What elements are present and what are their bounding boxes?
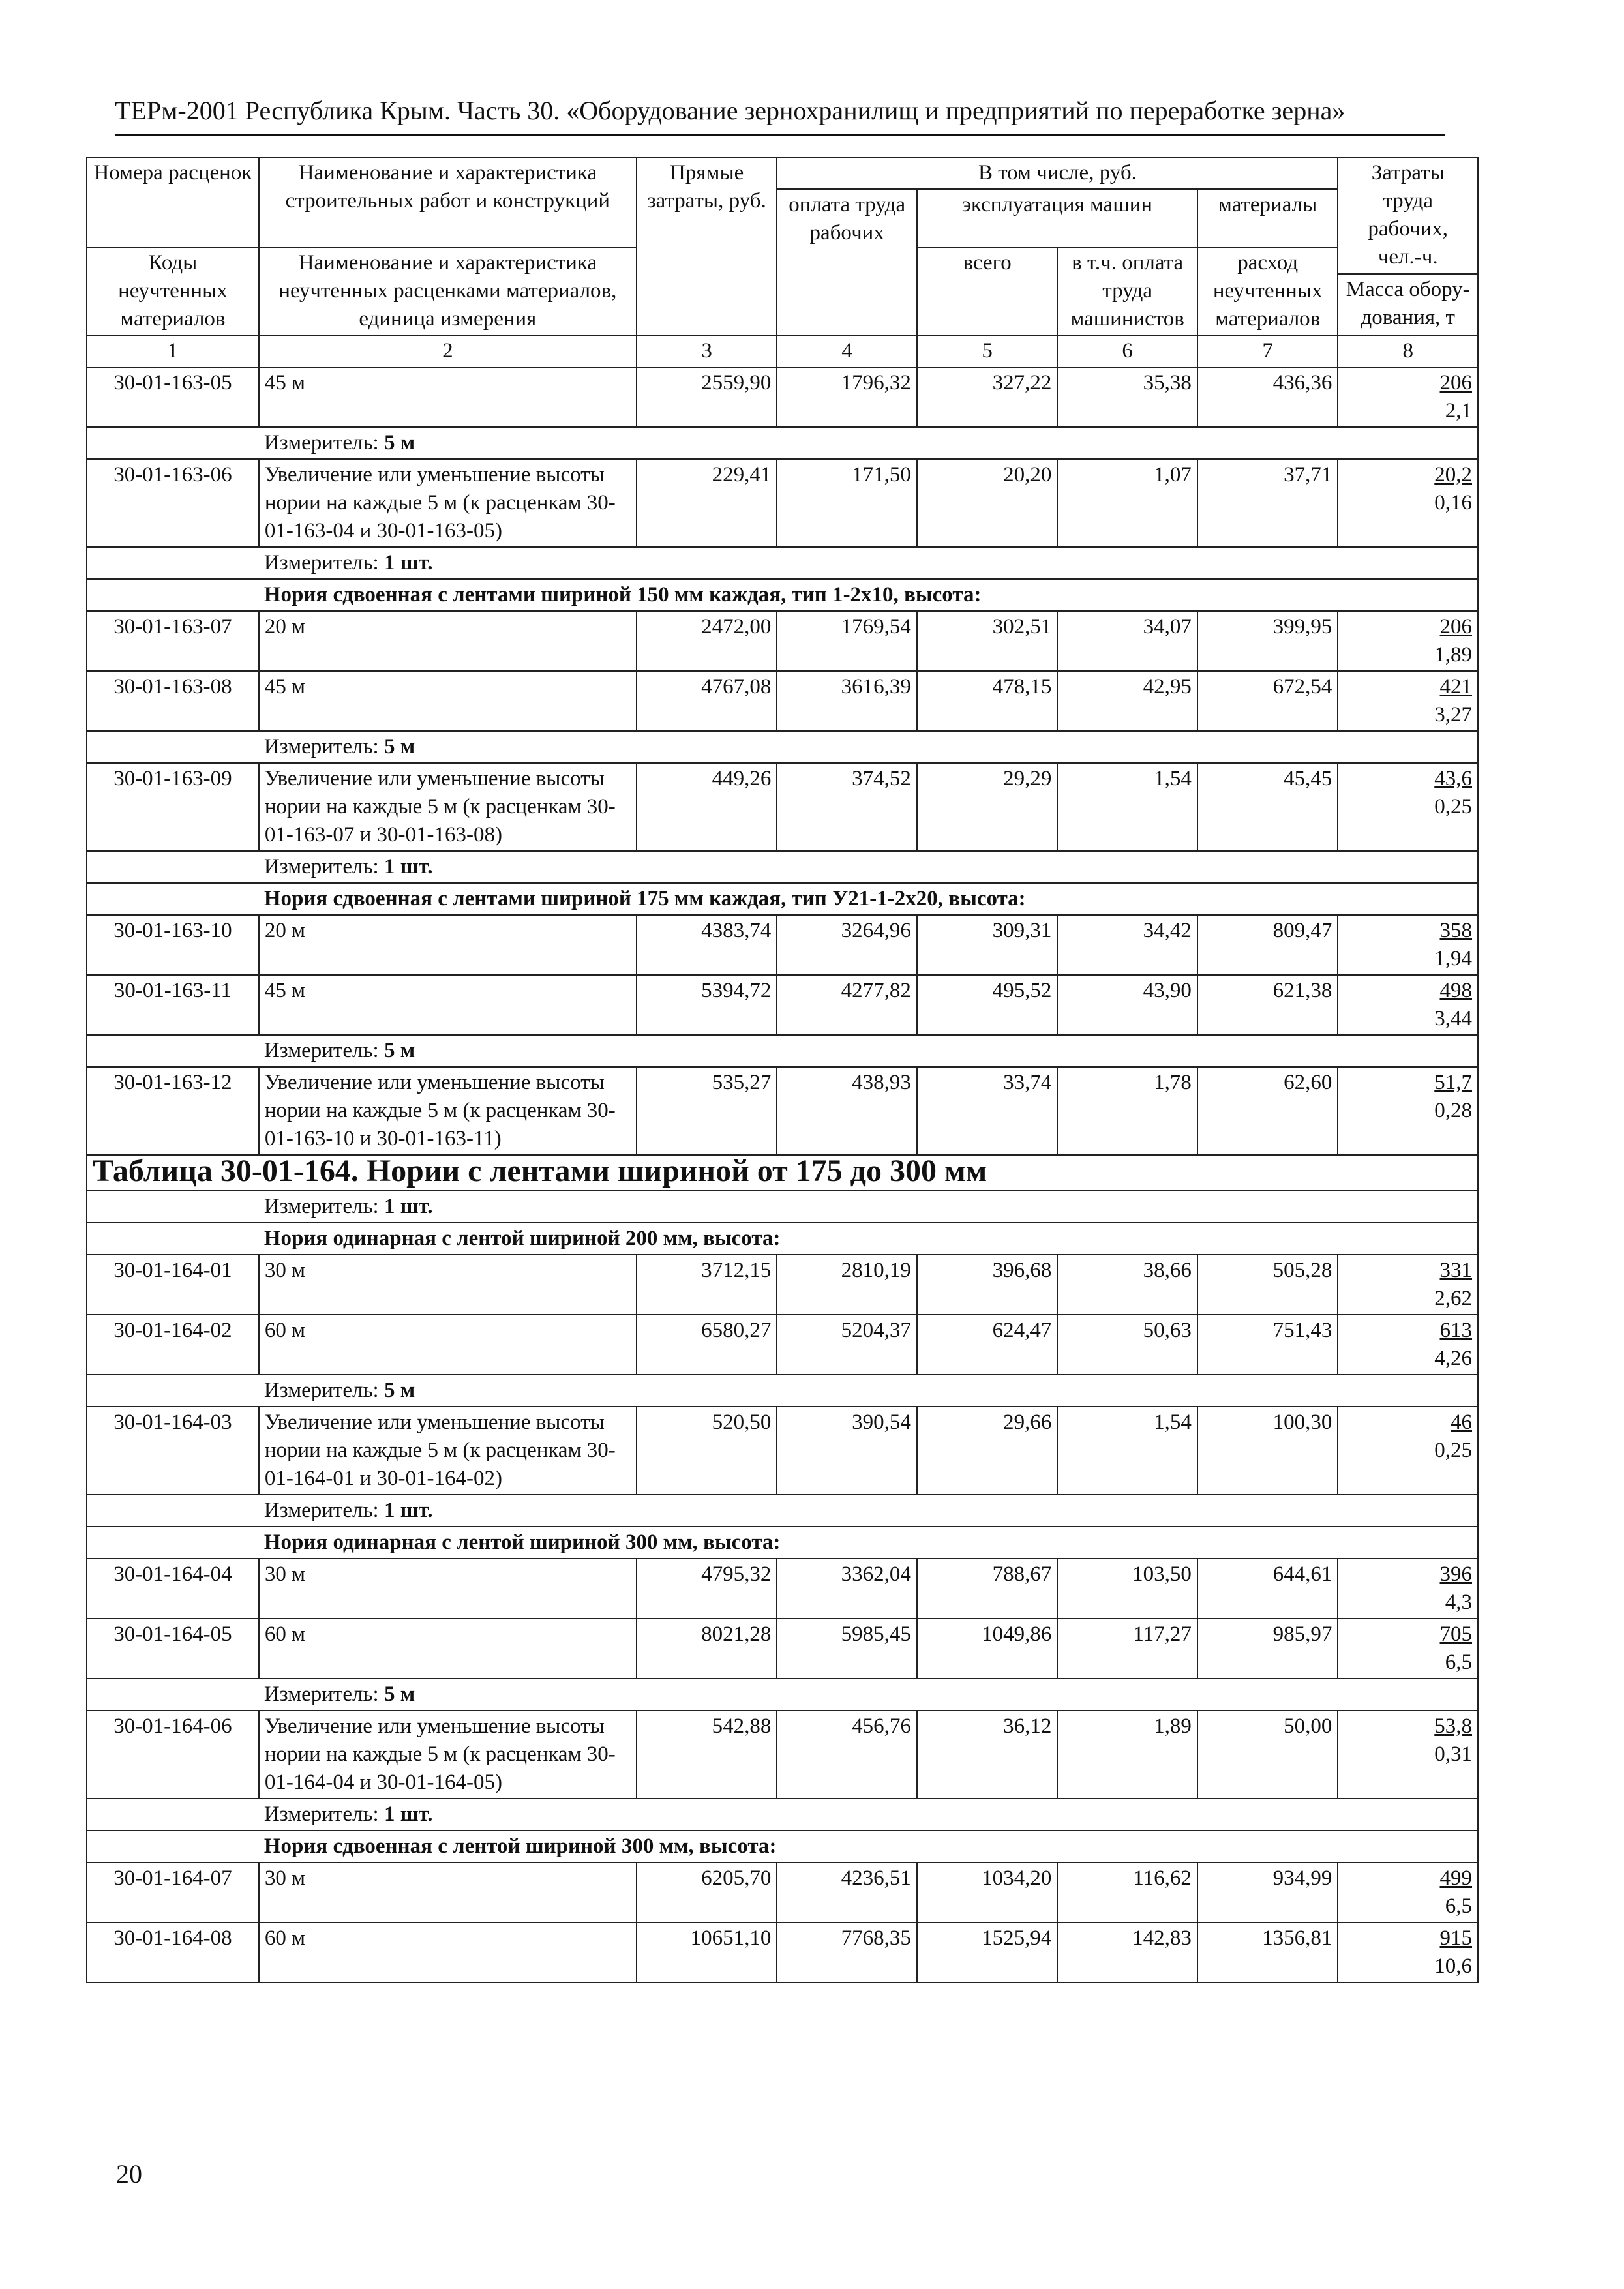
unit-label	[259, 1375, 1478, 1407]
unit-label	[259, 731, 1478, 763]
materials-cost: 751,43	[1197, 1315, 1338, 1375]
unit-caption: Измеритель:	[263, 1499, 384, 1522]
table-row	[87, 915, 1478, 975]
direct-costs: 4795,32	[637, 1559, 777, 1619]
machines-total: 1525,94	[917, 1922, 1058, 1982]
machines-total: 29,29	[917, 763, 1058, 851]
unit-spacer	[87, 1191, 259, 1223]
machinist-pay: 43,90	[1057, 975, 1197, 1035]
work-name: 20 м	[259, 611, 637, 671]
unit-value: 1 шт.	[383, 855, 433, 878]
machines-total: 302,51	[917, 611, 1058, 671]
group-heading-row	[87, 1831, 1478, 1863]
materials-cost: 436,36	[1197, 367, 1338, 427]
machinist-pay: 34,42	[1057, 915, 1197, 975]
page-number: 20	[116, 2159, 142, 2189]
col-index: 5	[917, 335, 1058, 367]
group-heading: Нория сдвоенная с лентой шириной 300 мм, высота:	[259, 1831, 1478, 1863]
machinist-pay: 35,38	[1057, 367, 1197, 427]
col-header-machines: эксплуатация машин	[917, 189, 1197, 247]
table-title: Таблица 30-01-164. Нории с лентами шириной от 175 до 300 мм	[93, 1154, 987, 1188]
table-row	[87, 459, 1478, 547]
unit-spacer	[87, 547, 259, 579]
worker-pay: 374,52	[777, 763, 917, 851]
table-row	[87, 367, 1478, 427]
col-header-including: В том числе, руб.	[777, 157, 1338, 189]
col-header-direct-costs: Прямые затраты, руб.	[637, 157, 777, 335]
equipment-mass: 4,26	[1434, 1347, 1472, 1370]
work-name: 60 м	[259, 1619, 637, 1679]
equipment-mass: 2,62	[1434, 1287, 1472, 1310]
machines-total: 36,12	[917, 1711, 1058, 1799]
group-heading: Нория одинарная с лентой шириной 200 мм, высота:	[259, 1223, 1478, 1255]
unit-value: 5 м	[383, 1039, 415, 1062]
worker-pay: 2810,19	[777, 1255, 917, 1315]
group-heading-row	[87, 579, 1478, 611]
work-name: Увеличение или уменьшение высоты нории на каждые 5 м (к расценкам 30-01-163-07 и 30-01-163-08)	[259, 763, 637, 851]
group-heading: Нория сдвоенная с лентами шириной 175 мм каждая, тип У21-1-2х20, высота:	[259, 883, 1478, 915]
machines-total: 327,22	[917, 367, 1058, 427]
work-name: 60 м	[259, 1922, 637, 1982]
machinist-pay: 38,66	[1057, 1255, 1197, 1315]
work-name: Увеличение или уменьшение высоты нории на каждые 5 м (к расценкам 30-01-164-01 и 30-01-164-02)	[259, 1407, 637, 1495]
unit-label	[259, 851, 1478, 883]
rate-code: 30-01-163-08	[87, 671, 259, 731]
machines-total: 29,66	[917, 1407, 1058, 1495]
labor-hours-mass	[1338, 1255, 1478, 1315]
unit-caption: Измеритель:	[263, 855, 384, 878]
equipment-mass: 10,6	[1434, 1954, 1472, 1978]
direct-costs: 6580,27	[637, 1315, 777, 1375]
col-index: 6	[1057, 335, 1197, 367]
col-header-codes: Номера расценок	[87, 157, 259, 247]
heading-spacer	[87, 1831, 259, 1863]
col-index: 4	[777, 335, 917, 367]
unit-row	[87, 1799, 1478, 1831]
materials-cost: 50,00	[1197, 1711, 1338, 1799]
materials-cost: 985,97	[1197, 1619, 1338, 1679]
col-index: 2	[259, 335, 637, 367]
work-name: Увеличение или уменьшение высоты нории на каждые 5 м (к расценкам 30-01-164-04 и 30-01-164-05)	[259, 1711, 637, 1799]
rate-code: 30-01-164-04	[87, 1559, 259, 1619]
machinist-pay: 42,95	[1057, 671, 1197, 731]
unit-caption: Измеритель:	[263, 1379, 384, 1402]
worker-pay: 5204,37	[777, 1315, 917, 1375]
materials-cost: 45,45	[1197, 763, 1338, 851]
unit-row	[87, 1495, 1478, 1527]
labor-hours: 705	[1439, 1623, 1472, 1646]
unit-label	[259, 427, 1478, 459]
table-row	[87, 1711, 1478, 1799]
unit-label	[259, 1035, 1478, 1067]
machines-total: 309,31	[917, 915, 1058, 975]
machinist-pay: 1,07	[1057, 459, 1197, 547]
rate-code: 30-01-164-08	[87, 1922, 259, 1982]
table-title-row	[87, 1155, 1478, 1191]
machinist-pay: 117,27	[1057, 1619, 1197, 1679]
machinist-pay: 1,54	[1057, 1407, 1197, 1495]
col-header-material-codes: Коды неучтенных материалов	[87, 247, 259, 335]
machinist-pay: 34,07	[1057, 611, 1197, 671]
worker-pay: 4236,51	[777, 1863, 917, 1922]
equipment-mass: 1,89	[1434, 643, 1472, 666]
table-row	[87, 1922, 1478, 1982]
col-header-material-names: Наименование и характеристика неучтенных расценками материалов, единица измерения	[259, 247, 637, 335]
direct-costs: 4383,74	[637, 915, 777, 975]
worker-pay: 3362,04	[777, 1559, 917, 1619]
work-name: 30 м	[259, 1863, 637, 1922]
rate-code: 30-01-164-01	[87, 1255, 259, 1315]
page-header: ТЕРм-2001 Республика Крым. Часть 30. «Оборудование зернохранилищ и предприятий по переработке зерна»	[115, 96, 1346, 125]
unit-row	[87, 731, 1478, 763]
labor-hours-mass	[1338, 367, 1478, 427]
unit-caption: Измеритель:	[263, 1195, 384, 1218]
worker-pay: 438,93	[777, 1067, 917, 1155]
unit-spacer	[87, 1799, 259, 1831]
worker-pay: 3616,39	[777, 671, 917, 731]
labor-hours-mass	[1338, 1559, 1478, 1619]
table-row	[87, 1067, 1478, 1155]
rate-code: 30-01-164-06	[87, 1711, 259, 1799]
equipment-mass: 6,5	[1445, 1894, 1472, 1918]
machinist-pay: 1,54	[1057, 763, 1197, 851]
unit-label	[259, 547, 1478, 579]
labor-hours: 915	[1439, 1926, 1472, 1950]
machines-total: 495,52	[917, 975, 1058, 1035]
heading-spacer	[87, 883, 259, 915]
col-index: 1	[87, 335, 259, 367]
table-row	[87, 611, 1478, 671]
machinist-pay: 116,62	[1057, 1863, 1197, 1922]
worker-pay: 171,50	[777, 459, 917, 547]
col-header-equipment-mass: Масса обору-дования, т	[1338, 274, 1478, 335]
equipment-mass: 3,27	[1434, 703, 1472, 726]
labor-hours-mass	[1338, 1711, 1478, 1799]
equipment-mass: 0,25	[1434, 795, 1472, 818]
machines-total: 1049,86	[917, 1619, 1058, 1679]
direct-costs: 6205,70	[637, 1863, 777, 1922]
unit-spacer	[87, 1375, 259, 1407]
unit-caption: Измеритель:	[263, 1039, 384, 1062]
worker-pay: 7768,35	[777, 1922, 917, 1982]
unit-value: 1 шт.	[383, 1803, 433, 1826]
unit-row	[87, 427, 1478, 459]
equipment-mass: 6,5	[1445, 1651, 1472, 1674]
col-header-names: Наименование и характеристика строительных работ и конструкций	[259, 157, 637, 247]
machinist-pay: 1,89	[1057, 1711, 1197, 1799]
machines-total: 20,20	[917, 459, 1058, 547]
labor-hours-mass	[1338, 1067, 1478, 1155]
labor-hours-mass	[1338, 1922, 1478, 1982]
work-name: 30 м	[259, 1559, 637, 1619]
col-header-materials: материалы	[1197, 189, 1338, 247]
header-rule	[115, 134, 1445, 136]
worker-pay: 4277,82	[777, 975, 917, 1035]
materials-cost: 505,28	[1197, 1255, 1338, 1315]
direct-costs: 4767,08	[637, 671, 777, 731]
table-row	[87, 1315, 1478, 1375]
unit-value: 1 шт.	[383, 1499, 433, 1522]
table-row	[87, 1407, 1478, 1495]
labor-hours-mass	[1338, 1315, 1478, 1375]
unit-row	[87, 851, 1478, 883]
direct-costs: 3712,15	[637, 1255, 777, 1315]
table-row	[87, 763, 1478, 851]
labor-hours: 396	[1439, 1563, 1472, 1586]
table-row	[87, 1863, 1478, 1922]
direct-costs: 5394,72	[637, 975, 777, 1035]
worker-pay: 1796,32	[777, 367, 917, 427]
rate-code: 30-01-164-03	[87, 1407, 259, 1495]
rate-code: 30-01-164-07	[87, 1863, 259, 1922]
unit-value: 5 м	[383, 735, 415, 758]
unit-caption: Измеритель:	[263, 1683, 384, 1706]
group-heading: Нория сдвоенная с лентами шириной 150 мм каждая, тип 1-2х10, высота:	[259, 579, 1478, 611]
unit-label	[259, 1679, 1478, 1711]
materials-cost: 62,60	[1197, 1067, 1338, 1155]
machines-total: 33,74	[917, 1067, 1058, 1155]
materials-cost: 644,61	[1197, 1559, 1338, 1619]
labor-hours-mass	[1338, 763, 1478, 851]
materials-cost: 934,99	[1197, 1863, 1338, 1922]
rate-code: 30-01-163-12	[87, 1067, 259, 1155]
unit-spacer	[87, 1679, 259, 1711]
col-header-machinist-pay: в т.ч. оплата труда машинистов	[1057, 247, 1197, 335]
direct-costs: 8021,28	[637, 1619, 777, 1679]
unit-row	[87, 1375, 1478, 1407]
rate-code: 30-01-163-10	[87, 915, 259, 975]
machines-total: 1034,20	[917, 1863, 1058, 1922]
labor-hours-mass	[1338, 975, 1478, 1035]
col-index: 3	[637, 335, 777, 367]
worker-pay: 456,76	[777, 1711, 917, 1799]
equipment-mass: 0,25	[1434, 1439, 1472, 1462]
direct-costs: 10651,10	[637, 1922, 777, 1982]
direct-costs: 520,50	[637, 1407, 777, 1495]
labor-hours: 499	[1439, 1866, 1472, 1890]
unit-label	[259, 1799, 1478, 1831]
labor-hours-mass	[1338, 1407, 1478, 1495]
group-heading-row	[87, 1527, 1478, 1559]
unit-spacer	[87, 1035, 259, 1067]
labor-hours: 206	[1439, 371, 1472, 395]
direct-costs: 2559,90	[637, 367, 777, 427]
labor-hours: 613	[1439, 1319, 1472, 1342]
rate-code: 30-01-163-09	[87, 763, 259, 851]
direct-costs: 2472,00	[637, 611, 777, 671]
work-name: 45 м	[259, 367, 637, 427]
equipment-mass: 2,1	[1445, 399, 1472, 423]
labor-hours: 331	[1439, 1259, 1472, 1282]
unit-label	[259, 1191, 1478, 1223]
worker-pay: 3264,96	[777, 915, 917, 975]
rate-code: 30-01-163-06	[87, 459, 259, 547]
labor-hours-mass	[1338, 671, 1478, 731]
col-index: 7	[1197, 335, 1338, 367]
group-heading-row	[87, 1223, 1478, 1255]
unit-row	[87, 1035, 1478, 1067]
heading-spacer	[87, 1223, 259, 1255]
labor-hours-mass	[1338, 459, 1478, 547]
col-header-material-usage: расход неучтенных материалов	[1197, 247, 1338, 335]
equipment-mass: 0,31	[1434, 1743, 1472, 1766]
price-table	[86, 157, 1479, 1983]
labor-hours: 53,8	[1434, 1714, 1472, 1738]
work-name: 45 м	[259, 975, 637, 1035]
machines-total: 624,47	[917, 1315, 1058, 1375]
work-name: 20 м	[259, 915, 637, 975]
col-index: 8	[1338, 335, 1478, 367]
col-header-worker-pay: оплата труда рабочих	[777, 189, 917, 335]
direct-costs: 449,26	[637, 763, 777, 851]
labor-hours: 498	[1439, 979, 1472, 1002]
equipment-mass: 4,3	[1445, 1591, 1472, 1614]
rate-code: 30-01-163-05	[87, 367, 259, 427]
labor-hours: 358	[1439, 919, 1472, 942]
work-name: 30 м	[259, 1255, 637, 1315]
work-name: 45 м	[259, 671, 637, 731]
unit-spacer	[87, 1495, 259, 1527]
equipment-mass: 1,94	[1434, 947, 1472, 970]
unit-label	[259, 1495, 1478, 1527]
equipment-mass: 0,16	[1434, 491, 1472, 515]
materials-cost: 37,71	[1197, 459, 1338, 547]
equipment-mass: 0,28	[1434, 1099, 1472, 1122]
machinist-pay: 1,78	[1057, 1067, 1197, 1155]
labor-hours: 43,6	[1434, 767, 1472, 790]
group-heading-row	[87, 883, 1478, 915]
direct-costs: 535,27	[637, 1067, 777, 1155]
heading-spacer	[87, 1527, 259, 1559]
unit-row	[87, 1679, 1478, 1711]
unit-row	[87, 547, 1478, 579]
unit-value: 1 шт.	[383, 551, 433, 575]
rate-code: 30-01-164-02	[87, 1315, 259, 1375]
machinist-pay: 50,63	[1057, 1315, 1197, 1375]
machines-total: 478,15	[917, 671, 1058, 731]
unit-value: 5 м	[383, 1683, 415, 1706]
column-index-row	[87, 335, 1478, 367]
table-row	[87, 975, 1478, 1035]
unit-value: 5 м	[383, 1379, 415, 1402]
labor-hours: 51,7	[1434, 1071, 1472, 1094]
worker-pay: 1769,54	[777, 611, 917, 671]
work-name: Увеличение или уменьшение высоты нории на каждые 5 м (к расценкам 30-01-163-04 и 30-01-163-05)	[259, 459, 637, 547]
unit-value: 1 шт.	[383, 1195, 433, 1218]
direct-costs: 229,41	[637, 459, 777, 547]
col-header-machines-total: всего	[917, 247, 1058, 335]
table-title-cell	[87, 1155, 1478, 1191]
labor-hours-mass	[1338, 611, 1478, 671]
materials-cost: 1356,81	[1197, 1922, 1338, 1982]
group-heading: Нория одинарная с лентой шириной 300 мм, высота:	[259, 1527, 1478, 1559]
col-header-labor-hours: Затраты труда рабочих, чел.-ч.	[1338, 157, 1478, 274]
rate-code: 30-01-164-05	[87, 1619, 259, 1679]
machinist-pay: 103,50	[1057, 1559, 1197, 1619]
rate-code: 30-01-163-11	[87, 975, 259, 1035]
direct-costs: 542,88	[637, 1711, 777, 1799]
labor-hours-mass	[1338, 915, 1478, 975]
labor-hours-mass	[1338, 1863, 1478, 1922]
materials-cost: 100,30	[1197, 1407, 1338, 1495]
rate-code: 30-01-163-07	[87, 611, 259, 671]
table-row	[87, 1619, 1478, 1679]
unit-caption: Измеритель:	[263, 551, 384, 575]
labor-hours-mass	[1338, 1619, 1478, 1679]
unit-spacer	[87, 851, 259, 883]
machinist-pay: 142,83	[1057, 1922, 1197, 1982]
table-row	[87, 1255, 1478, 1315]
unit-caption: Измеритель:	[263, 735, 384, 758]
table-row	[87, 1559, 1478, 1619]
worker-pay: 390,54	[777, 1407, 917, 1495]
machines-total: 396,68	[917, 1255, 1058, 1315]
unit-value: 5 м	[383, 431, 415, 455]
unit-spacer	[87, 731, 259, 763]
materials-cost: 672,54	[1197, 671, 1338, 731]
machines-total: 788,67	[917, 1559, 1058, 1619]
equipment-mass: 3,44	[1434, 1007, 1472, 1030]
materials-cost: 809,47	[1197, 915, 1338, 975]
work-name: 60 м	[259, 1315, 637, 1375]
heading-spacer	[87, 579, 259, 611]
labor-hours: 20,2	[1434, 463, 1472, 486]
unit-caption: Измеритель:	[263, 1803, 384, 1826]
unit-row	[87, 1191, 1478, 1223]
worker-pay: 5985,45	[777, 1619, 917, 1679]
table-row	[87, 671, 1478, 731]
header-row-1	[87, 157, 1478, 189]
labor-hours: 421	[1439, 675, 1472, 698]
unit-caption: Измеритель:	[263, 431, 384, 455]
labor-hours: 46	[1451, 1411, 1472, 1434]
materials-cost: 621,38	[1197, 975, 1338, 1035]
unit-spacer	[87, 427, 259, 459]
labor-hours: 206	[1439, 615, 1472, 638]
work-name: Увеличение или уменьшение высоты нории на каждые 5 м (к расценкам 30-01-163-10 и 30-01-163-11)	[259, 1067, 637, 1155]
materials-cost: 399,95	[1197, 611, 1338, 671]
